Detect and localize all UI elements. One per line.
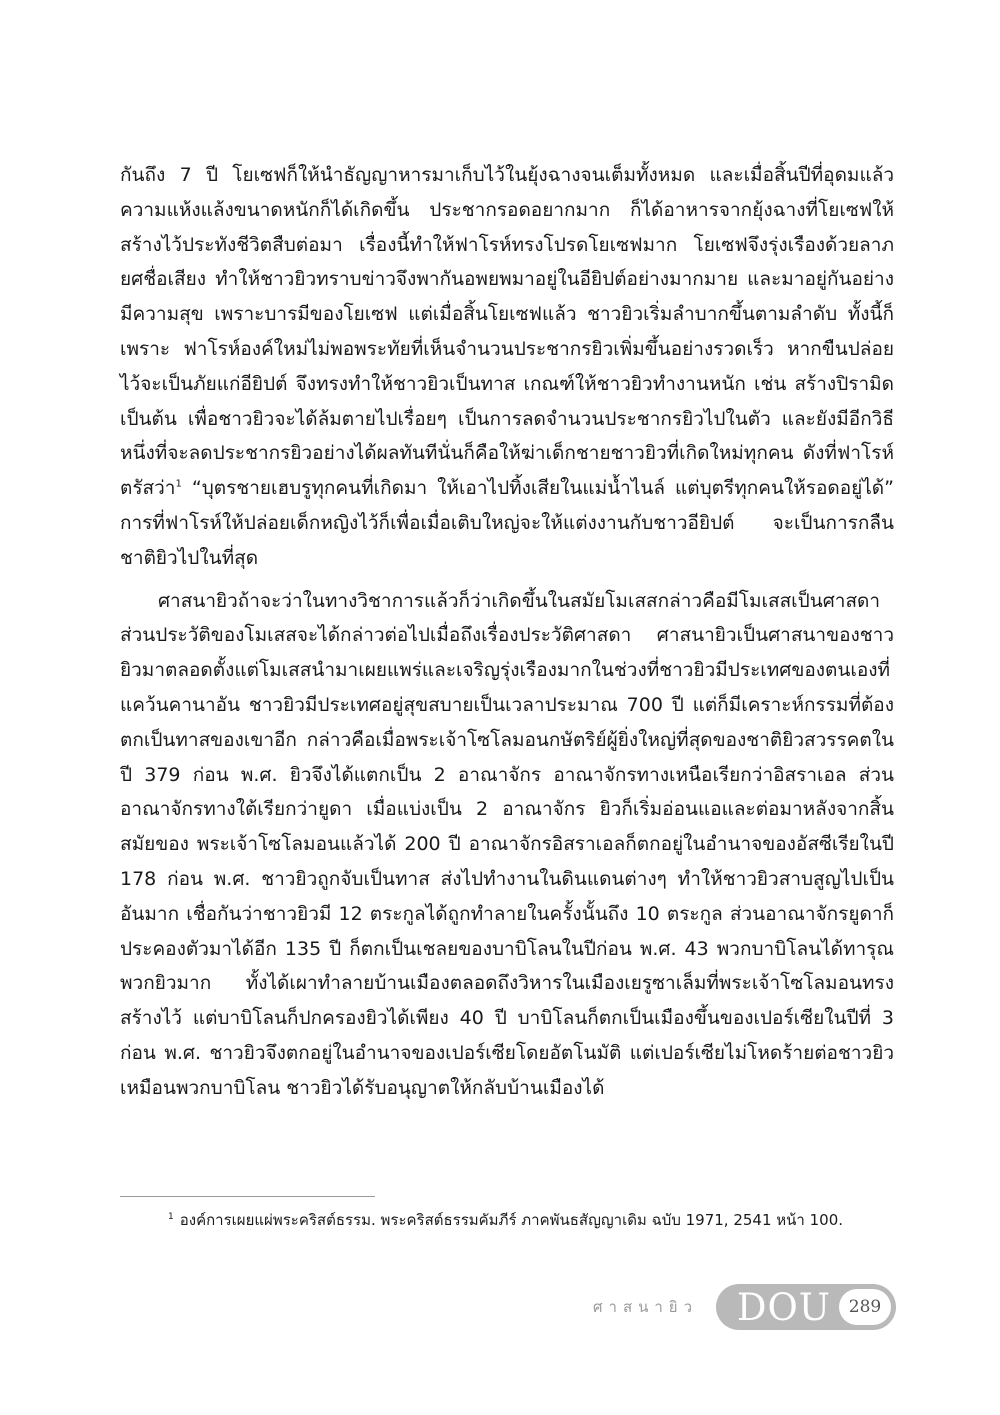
footnote-divider bbox=[120, 1196, 375, 1197]
dou-logo: DOU bbox=[736, 1285, 831, 1329]
paragraph-1-text: กันถึง 7 ปี โยเซฟก็ให้นำธัญญาหารมาเก็บไว้ในยุ้งฉางจนเต็มทั้งหมด และเมื่อสิ้นปีที่อุดมแล้วความแห้งแล้งขนาดหนักก็ได้เกิดขึ้น ประชากรอดอยากมาก ก็ได้อาหารจากยุ้งฉางที่โยเซฟให้สร้างไว้ประทังชีวิตสืบต่อมา เรื่องนี้ทำให้ฟาโรห์ทรงโปรดโยเซฟมาก โยเซฟจึงรุ่งเรืองด้วยลาภยศชื่อเสียง ทำให้ชาวยิวทราบข่าวจึงพากันอพยพมาอยู่ในอียิปต์อย่างมากมาย และมาอยู่กันอย่างมีความสุข เพราะบารมีของโยเซฟ แต่เมื่อสิ้นโยเซฟแล้ว ชาวยิวเริ่มลำบากขึ้นตามลำดับ ทั้งนี้ก็เพราะ ฟาโรห์องค์ใหม่ไม่พอพระทัยที่เห็นจำนวนประชากรยิวเพิ่มขึ้นอย่างรวดเร็ว หากขืนปล่อยไว้จะเป็นภัยแก่อียิปต์ จึงทรงทำให้ชาวยิวเป็นทาส เกณฑ์ให้ชาวยิวทำงานหนัก เช่น สร้างปิรามิด เป็นต้น เพื่อชาวยิวจะได้ล้มตายไปเรื่อยๆ เป็นการลดจำนวนประชากรยิวไปในตัว และยังมีอีกวิธีหนึ่งที่จะลดประชากรยิวอย่างได้ผลทันทีนั่นก็คือให้ฆ่าเด็กชายชาวยิวที่เกิดใหม่ทุกคน ดังที่ฟาโรห์ตรัสว่า bbox=[120, 164, 894, 500]
main-text-block bbox=[120, 158, 894, 1106]
footnote-mark: 1 bbox=[168, 1212, 174, 1222]
running-title: ศาสนายิว bbox=[593, 1298, 698, 1316]
publisher-badge bbox=[716, 1284, 896, 1330]
body-paragraph-2: ศาสนายิวถ้าจะว่าในทางวิชาการแล้วก็ว่าเกิดขึ้นในสมัยโมเสสกล่าวคือมีโมเสสเป็นศาสดา ส่วนประวัติของโมเสสจะได้กล่าวต่อไปเมื่อถึงเรื่องประวัติศาสดา ศาสนายิวเป็นศาสนาของชาวยิวมาตลอดตั้งแต่โมเสสนำมาเผยแพร่และเจริญรุ่งเรืองมากในช่วงที่ชาวยิวมีประเทศของตนเองที่แคว้นคานาอัน ชาวยิวมีประเทศอยู่สุขสบายเป็นเวลาประมาณ 700 ปี แต่ก็มีเคราะห์กรรมที่ต้องตกเป็นทาสของเขาอีก กล่าวคือเมื่อพระเจ้าโซโลมอนกษัตริย์ผู้ยิ่งใหญ่ที่สุดของชาติยิวสวรรคตในปี 379 ก่อน พ.ศ. ยิวจึงได้แตกเป็น 2 อาณาจักร อาณาจักรทางเหนือเรียกว่าอิสราเอล ส่วนอาณาจักรทางใต้เรียกว่ายูดา เมื่อแบ่งเป็น 2 อาณาจักร ยิวก็เริ่มอ่อนแอและต่อมาหลังจากสิ้นสมัยของ พระเจ้าโซโลมอนแล้วได้ 200 ปี อาณาจักรอิสราเอลก็ตกอยู่ในอำนาจของอัสซีเรียในปี 178 ก่อน พ.ศ. ชาวยิวถูกจับเป็นทาส ส่งไปทำงานในดินแดนต่างๆ ทำให้ชาวยิวสาบสูญไปเป็นอันมาก เชื่อกันว่าชาวยิวมี 12 ตระกูลได้ถูกทำลายในครั้งนั้นถึง 10 ตระกูล ส่วนอาณาจักรยูดาก็ประคองตัวมาได้อีก 135 ปี ก็ตกเป็นเชลยของบาบิโลนในปีก่อน พ.ศ. 43 พวกบาบิโลนได้ทารุณพวกยิวมาก ทั้งได้เผาทำลายบ้านเมืองตลอดถึงวิหารในเมืองเยรูซาเล็มที่พระเจ้าโซโลมอนทรงสร้างไว้ แต่บาบิโลนก็ปกครองยิวได้เพียง 40 ปี บาบิโลนก็ตกเป็นเมืองขึ้นของเปอร์เซียในปีที่ 3 ก่อน พ.ศ. ชาวยิวจึงตกอยู่ในอำนาจของเปอร์เซียโดยอัตโนมัติ แต่เปอร์เซียไม่โหดร้ายต่อชาวยิวเหมือนพวกบาบิโลน ชาวยิวได้รับอนุญาตให้กลับบ้านเมืองได้ bbox=[120, 589, 894, 1099]
page-number: 289 bbox=[839, 1289, 891, 1325]
footnote bbox=[120, 1207, 894, 1234]
page-footer bbox=[593, 1282, 896, 1332]
footnote-text: องค์การเผยแผ่พระคริสต์ธรรม. พระคริสต์ธรรมคัมภีร์ ภาคพันธสัญญาเดิม ฉบับ 1971, 2541 หน้า 100. bbox=[179, 1211, 844, 1229]
paragraph-1-quote: “บุตรชายเฮบรูทุกคนที่เกิดมา ให้เอาไปทิ้งเสียในแม่น้ำไนล์ แต่บุตรีทุกคนให้รอดอยู่ได้” การที่ฟาโรห์ให้ปล่อยเด็กหญิงไว้ก็เพื่อเมื่อเติบใหญ่จะให้แต่งงานกับชาวอียิปต์ จะเป็นการกลืนชาติยิวไปในที่สุด bbox=[120, 477, 894, 569]
body-paragraph-1 bbox=[120, 158, 894, 576]
footnote-reference[interactable]: 1 bbox=[175, 478, 182, 490]
